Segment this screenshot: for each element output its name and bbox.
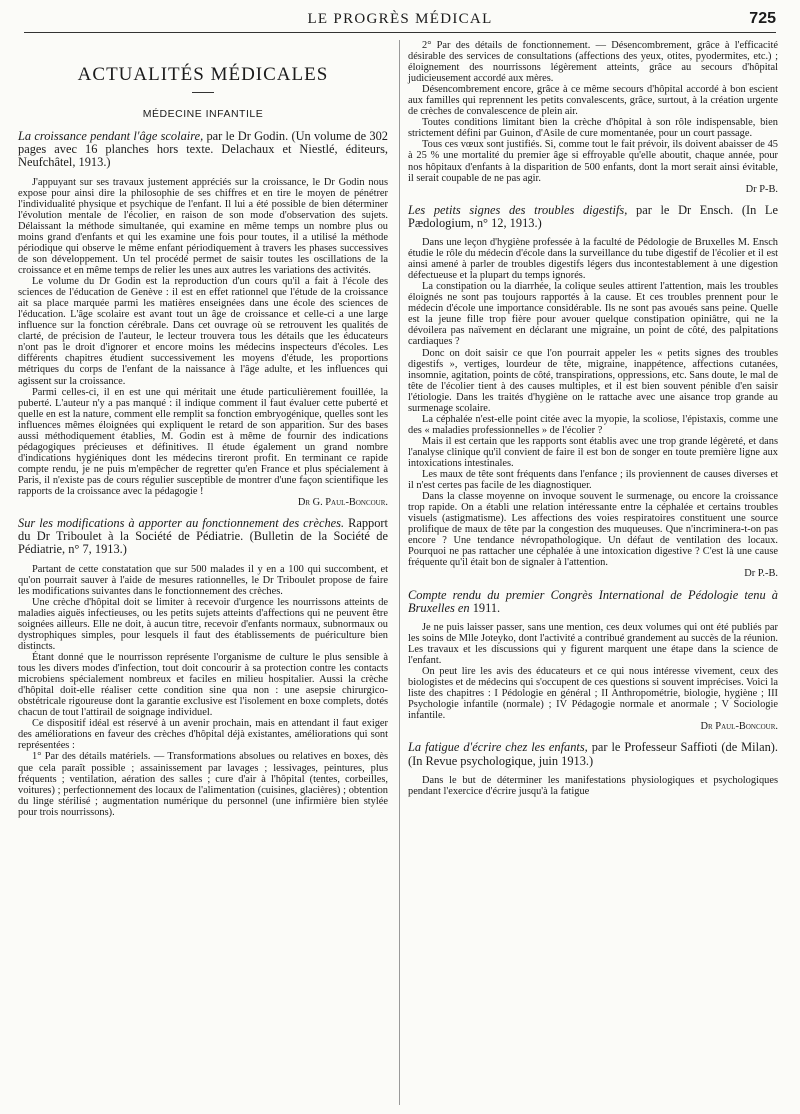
article-ref: par le Dr Ensch. (In Le Pædologium, n° 12, 1913.) <box>408 202 778 230</box>
left-column <box>18 40 388 818</box>
article-signature: Dr Paul-Boncour. <box>700 721 778 733</box>
article-signature: Dr G. Paul-Boncour. <box>297 497 388 509</box>
article-paragraph: Je ne puis laisser passer, sans une mention, ces deux volumes qui ont été publiés par les soins de Mlle Joteyko, dont l'activité a contribué grandement au succès de la réunion. Les travaux et les discussions qui y figurent marquent une étape dans la science de l'enfant. <box>408 621 778 667</box>
article-title-creches <box>18 517 388 557</box>
article-paragraph: 2° Par des détails de fonctionnement. — Désencombrement, grâce à l'efficacité désirable des services de consultations (affections des yeux, otites, pyodermites, etc.) ; éloignement des nourrissons légèrement atteints, grâce au secours d'hôpital judicieusement accordé aux mères. <box>408 40 778 85</box>
article-title-congres-pedologie <box>408 589 778 615</box>
running-title: LE PROGRÈS MÉDICAL <box>307 11 493 27</box>
article-title-croissance <box>18 130 388 170</box>
article-paragraph: Étant donné que le nourrisson représente l'organisme de culture le plus sensible à tous les divers modes d'infection, tout doit concourir à sa protection contre les contacts microbiens spécialement nombreux et faciles en milieu hospitalier. Aussi la crèche d'hôpital doit-elle réaliser cette condition sine qua non : une asepsie chirurgico-obstétricale rigoureuse dont la garantie exclusive est l'isolement en boxe complets, dotés chacun de tout l'attirail de soignage individuel. <box>18 652 388 719</box>
article-ref: par le Professeur Saffioti (de Milan). (In Revue psychologique, juin 1913.) <box>408 740 778 768</box>
article-paragraph: Toutes conditions limitant bien la crèche d'hôpital à son rôle indispensable, bien strictement défini par Guinon, d'Asile de cure momentanée, pour un court passage. <box>408 117 778 140</box>
article-signature: Dr P.-B. <box>744 568 778 580</box>
article-paragraph: Partant de cette constatation que sur 500 malades il y en a 100 qui succombent, et qu'on pourrait sauver à l'aide de mesures rationnelles, le Dr Triboulet propose de faire les modifications suivantes dans le fonctionnement des crèches. <box>18 563 388 597</box>
article-paragraph: Donc on doit saisir ce que l'on pourrait appeler les « petits signes des troubles digestifs », vertiges, lourdeur de tête, migraine, inappétence, affections cutanées, insomnie, agitation, points de côté, transpirations, oppressions, etc. Sans doute, le mal de tête de l'écolier tient à des causes multiples, et il est bien souvent pénible d'en saisir l'étiologie. Dans les traités d'hygiène on le rattache avec une aisance trop grande au surmenage scolaire. <box>408 347 778 414</box>
section-subtitle: MÉDECINE INFANTILE <box>142 108 264 120</box>
article-paragraph: Une crèche d'hôpital doit se limiter à recevoir d'urgence les nourrissons atteints de maladies aiguës infectieuses, ou les petits sujets atteints d'affections qui ne peuvent être soignées ailleurs. Elle ne doit, à aucun titre, recevoir d'enfants normaux, subnormaux ou dystrophiques simples, pour lesquels il faut des établissements de puériculture bien distincts. <box>18 596 388 652</box>
article-ref: 1911. <box>469 600 501 615</box>
article-paragraph: La constipation ou la diarrhée, la colique seules attirent l'attention, mais les troubles éloignés ne sont pas toujours rapportés à la cause. Et ces troubles prennent pour le médecin d'école une importance considérable. Ils ne sont pas avoués sans peine. Quelle est la jeune fille trop fière pour avouer quelque constipation opiniâtre, qui ne la dévoilera pas naïvement en déclarant une migraine, un point de côté, des palpitations cardiaques ? <box>408 281 778 348</box>
section-divider <box>192 92 214 93</box>
article-paragraph: Parmi celles-ci, il en est une qui méritait une étude particulièrement fouillée, la puberté. L'auteur n'y a pas manqué : il indique comment il faut évaluer cette puberté et quelle en est la nature, comment elle remplit sa fonction embryogénique, quelles sont les influences mêmes éloignées qui expliquent le retard de son apparition. Sur des bases aussi méthodiquement établies, M. Godin est à même de fournir des indications pédagogiques précieuses et définitives. Il étude également un grand nombre d'indications hygiéniques dont les médecins tireront profit. En terminant ce rapide compte rendu, je ne puis m'empêcher de regretter qu'en France et plus spécialement à Paris, il n'existe pas de cours régulier susceptible de montrer d'une façon scientifique les rapports de la croissance avec la pédagogie ! <box>18 386 388 497</box>
article-ref: Rapport du Dr Triboulet à la Société de Pédiatrie. (Bulletin de la Société de Pédiatrie, n° 7, 1913.) <box>18 516 388 557</box>
article-signature: Dr P-B. <box>745 183 778 195</box>
section-title: ACTUALITÉS MÉDICALES <box>77 64 329 85</box>
article-paragraph: La céphalée n'est-elle point citée avec la myopie, la scoliose, l'épistaxis, comme une des « maladies professionnelles » de l'écolier ? <box>408 413 778 436</box>
column-divider <box>399 40 400 1105</box>
article-title-text: La croissance pendant l'âge scolaire, <box>18 129 204 144</box>
article-paragraph: Dans une leçon d'hygiène professée à la faculté de Pédologie de Bruxelles M. Ensch étudie le rôle du médecin d'école dans la surveillance du tube digestif de l'écolier et il est ainsi amené à parler de troubles digestifs légers dus incontestablement à une digestion défectueuse et la plupart du temps ignorés. <box>408 237 778 282</box>
article-paragraph: Dans le but de déterminer les manifestations physiologiques et psychologiques pendant l'exercice d'écrire jusqu'à la fatigue <box>408 774 778 797</box>
page-number: 725 <box>749 10 776 27</box>
article-paragraph: Ce dispositif idéal est réservé à un avenir prochain, mais en attendant il faut exiger des améliorations en faveur des crèches d'hôpital déjà existantes, améliorations qui sont représentées : <box>18 718 388 752</box>
article-paragraph: Tous ces vœux sont justifiés. Si, comme tout le fait prévoir, ils doivent abaisser de 45 à 25 % une mortalité du premier âge si effroyable qu'elle aboutit, chaque année, pour nos hôpitaux d'enfants à la disparition de 500 enfants, dont la mort serait ainsi évitable, il serait coupable de ne pas agir. <box>408 139 778 184</box>
article-ref: par le Dr Godin. (Un volume de 302 pages avec 16 planches hors texte. Delachaux et Niestlé, éditeurs, Neufchâtel, 1913.) <box>18 129 388 170</box>
article-title-text: Les petits signes des troubles digestifs, <box>408 202 628 217</box>
article-paragraph: Désencombrement encore, grâce à ce même secours d'hôpital accordé à bon escient aux familles qui reprennent les petits convalescents, grâce, surtout, à la création urgente de crèches de convalescence de plein air. <box>408 84 778 118</box>
article-title-text: Sur les modifications à apporter au fonctionnement des crèches. <box>18 516 345 531</box>
article-paragraph: Mais il est certain que les rapports sont établis avec une trop grande légèreté, et dans l'analyse clinique qu'il convient de faire il est bon de songer en toute première ligne aux intoxications intestinales. <box>408 435 778 469</box>
article-title-troubles-digestifs <box>408 204 778 230</box>
article-paragraph: Le volume du Dr Godin est la reproduction d'un cours qu'il a fait à l'école des sciences de l'éducation de Genève : il est en effet rationnel que l'étude de la croissance ait sa place marquée parmi les matières enseignées dans une école des sciences de l'éducation. L'âge scolaire est avant tout un âge de croissance et celle-ci a une large influence sur la fonction cérébrale. Dans cet ouvrage où se retrouvent les qualités de clarté, de précision de l'auteur, le lecteur trouvera tous les détails que les éducateurs n'ont pas le droit d'ignorer et encore moins les médecins inspecteurs d'écoles. Les différents chapitres étudient successivement les moyens d'étude, les proportions métriques du corps de l'enfant de la naissance à l'âge adulte, et les influences qui agissent sur la croissance. <box>18 276 388 387</box>
article-paragraph: Dans la classe moyenne on invoque souvent le surmenage, ou encore la croissance trop rapide. On a établi une relation intéressante entre la céphalée et certains troubles visuels (astigmatisme). Les affections des voies respiratoires constituent une source prolifique de maux de tête par la congestion des muqueuses. Que n'incriminera-t-on pas encore ? Une tendance névropathologique. Un défaut de ventilation des locaux. Pourquoi ne pas rattacher une céphalée à une intoxication digestive ? C'est là une cause fréquente qu'il était bon de signaler à l'attention. <box>408 491 778 569</box>
right-column <box>408 40 778 797</box>
article-paragraph: 1° Par des détails matériels. — Transformations absolues ou relatives en boxes, dès que cela paraît possible ; assainissement par lavages ; lessivages, peintures, plus fréquents ; ventilation, aération des salles ; cure d'air à l'hôpital (tentes, corbeilles, voitures) ; perfectionnement des locaux de l'alimentation (cuisines, glacières) ; obtention du linge stérilisé ; augmentation numérique du personnel (une infirmière bien stylée pour trois nourrissons). <box>18 751 388 818</box>
article-paragraph: Les maux de tête sont fréquents dans l'enfance ; ils proviennent de causes diverses et il n'est certes pas facile de les diagnostiquer. <box>408 469 778 492</box>
article-paragraph: On peut lire les avis des éducateurs et ce qui nous intéresse vivement, ceux des biologistes et de médecins qui s'occupent de ces questions si souvent imprécises. Voici la liste des chapitres : I Pédologie en général ; II Anthropométrie, biologie, hygiène ; III Psychologie infantile (normale) ; IV Pédagogie normale et anormale ; V Sociologie infantile. <box>408 666 778 722</box>
article-title-text: La fatigue d'écrire chez les enfants, <box>408 740 588 755</box>
page-header <box>24 10 776 33</box>
article-title-fatigue-ecrire <box>408 741 778 767</box>
article-title-text: Compte rendu du premier Congrès International de Pédologie tenu à Bruxelles en <box>408 587 778 615</box>
article-paragraph: J'appuyant sur ses travaux justement appréciés sur la croissance, le Dr Godin nous expose pour ainsi dire la philosophie de ses chiffres et en tire le moyen de pénétrer l'individualité physique et psychique de l'enfant. Il lui a été possible de bien déterminer l'évolution mentale de l'écolier, en raison de son mode d'observation des sujets. Délaissant la méthode simultanée, qui examine en même temps un nombre plus ou moins grand d'enfants et qui les examine une fois pour toutes, il a utilisé la méthode périodique qui observe le même enfant périodiquement à travers les phases successives de son développement. Un tel procédé permet de saisir toutes les oscillations de la croissance et en même temps de relier les unes aux autres les variations des activités. <box>18 176 388 277</box>
